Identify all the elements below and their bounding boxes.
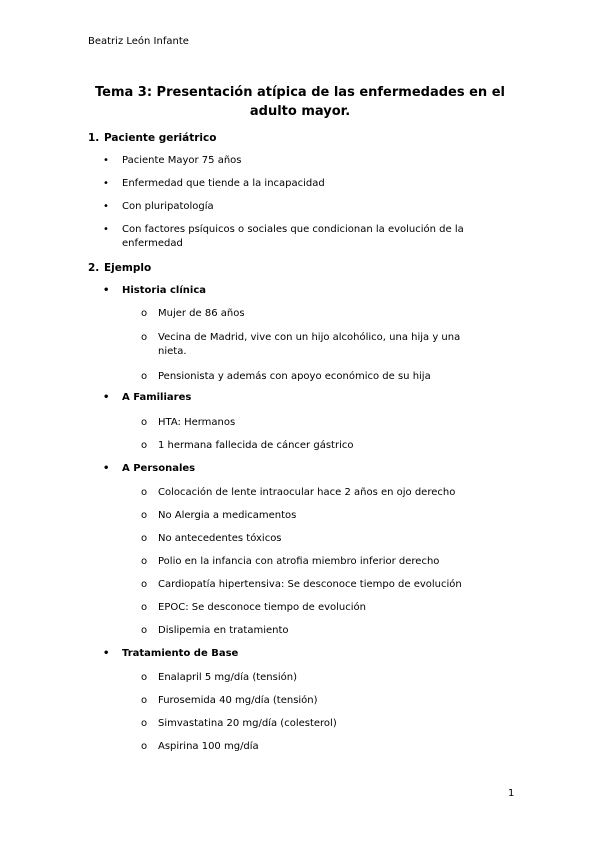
section-title: Ejemplo: [104, 262, 152, 274]
list-item: o EPOC: Se desconoce tiempo de evolución: [141, 602, 366, 613]
page-number: 1: [508, 788, 515, 799]
section-number: 2.: [88, 262, 100, 274]
list-item: o Polio en la infancia con atrofia miembro inferior derecho: [141, 556, 440, 567]
list-item: o Simvastatina 20 mg/día (colesterol): [141, 718, 337, 729]
list-item: o Enalapril 5 mg/día (tensión): [141, 672, 297, 683]
subsection-heading: • Tratamiento de Base: [103, 648, 239, 659]
section-title: Paciente geriátrico: [104, 132, 217, 144]
list-item: o Colocación de lente intraocular hace 2 años en ojo derecho: [141, 487, 456, 498]
list-item: o No Alergia a medicamentos: [141, 510, 297, 521]
list-item: o Dislipemia en tratamiento: [141, 625, 289, 636]
page-header-author: Beatriz León Infante: [88, 36, 189, 47]
list-item: o No antecedentes tóxicos: [141, 533, 282, 544]
list-item: o Mujer de 86 años: [141, 308, 245, 319]
subsection-heading: • A Personales: [103, 463, 196, 474]
document-title: Tema 3: Presentación atípica de las enfermedades en el adulto mayor.: [94, 85, 505, 119]
list-item: • Con pluripatología: [103, 201, 214, 212]
list-item: • Enfermedad que tiende a la incapacidad: [103, 178, 325, 189]
list-item: o Cardiopatía hipertensiva: Se desconoce tiempo de evolución: [141, 579, 462, 590]
list-item: • Con factores psíquicos o sociales que condicionan la evolución de la enfermedad: [103, 224, 464, 249]
subsection-heading: • A Familiares: [103, 392, 192, 403]
list-item: • Paciente Mayor 75 años: [103, 155, 242, 166]
section-heading-1: [88, 132, 216, 144]
list-item: o Pensionista y además con apoyo económico de su hija: [141, 371, 431, 382]
section-heading-2: [88, 262, 151, 274]
subsection-heading: • Historia clínica: [103, 285, 206, 296]
list-item: o 1 hermana fallecida de cáncer gástrico: [141, 440, 354, 451]
list-item: o Vecina de Madrid, vive con un hijo alcohólico, una hija y una nieta.: [141, 332, 461, 357]
list-item: o Furosemida 40 mg/día (tensión): [141, 695, 318, 706]
section-number: 1.: [88, 132, 100, 144]
list-item: o HTA: Hermanos: [141, 417, 236, 428]
list-item: o Aspirina 100 mg/día: [141, 741, 259, 752]
